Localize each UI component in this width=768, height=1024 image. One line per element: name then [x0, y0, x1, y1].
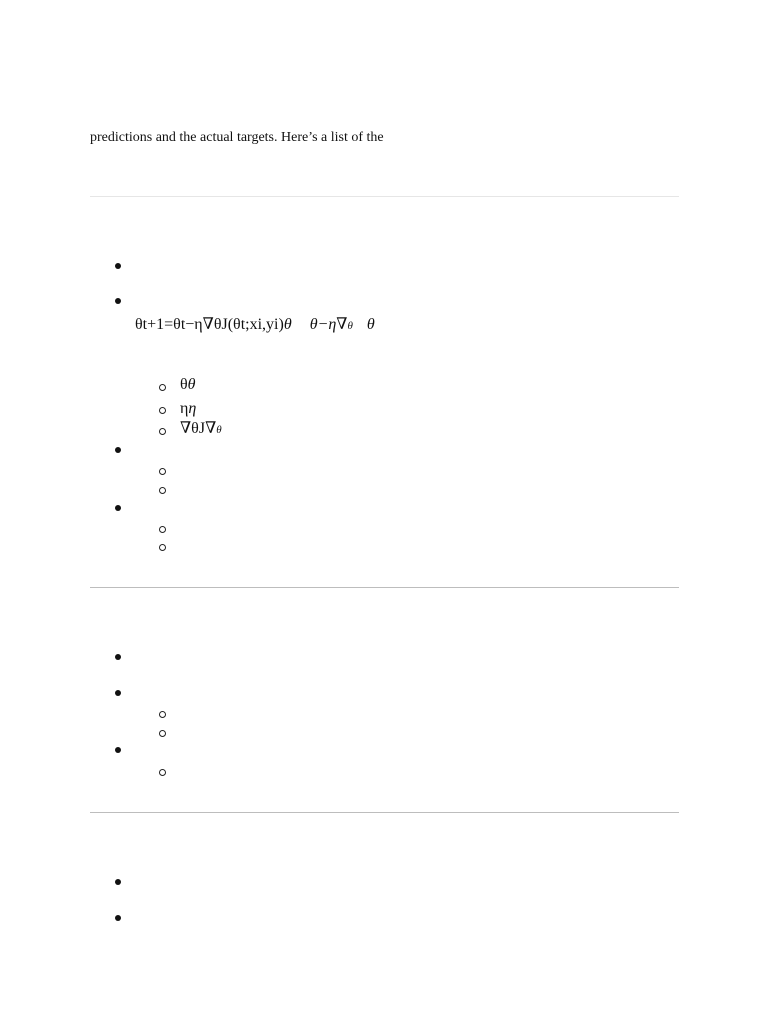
formula-rendered-mid: θ−η∇ [309, 316, 348, 333]
sub-list-bullet [159, 428, 166, 435]
sub-list-bullet [159, 468, 166, 475]
theta-italic: θ [187, 376, 196, 393]
list-bullet [115, 747, 121, 753]
sub-list-bullet [159, 407, 166, 414]
section-divider [90, 196, 679, 197]
gradient-sub: θ [216, 424, 222, 436]
sub-list-bullet [159, 526, 166, 533]
formula-italic-theta: θ [283, 316, 292, 333]
update-rule-formula [135, 315, 375, 336]
list-bullet [115, 298, 121, 304]
list-bullet [115, 915, 121, 921]
list-bullet [115, 505, 121, 511]
sub-list-bullet [159, 711, 166, 718]
gradient-plain: ∇θJ [180, 420, 206, 437]
gradient-symbol [180, 420, 222, 439]
theta-symbol [180, 376, 196, 394]
sub-list-bullet [159, 384, 166, 391]
formula-plain-text: θt+1=θt−η∇θJ(θt;xi,yi) [135, 316, 284, 333]
section-divider [90, 587, 679, 588]
list-bullet [115, 690, 121, 696]
intro-paragraph: predictions and the actual targets. Here’s a list of the [90, 130, 384, 145]
eta-italic: η [188, 400, 197, 417]
sub-list-bullet [159, 769, 166, 776]
list-bullet [115, 447, 121, 453]
section-divider [90, 812, 679, 813]
eta-plain: η [180, 400, 189, 417]
sub-list-bullet [159, 730, 166, 737]
list-bullet [115, 263, 121, 269]
theta-plain: θ [180, 376, 188, 393]
gradient-italic: ∇ [205, 420, 217, 437]
eta-symbol [180, 400, 196, 418]
sub-list-bullet [159, 487, 166, 494]
formula-rendered-sub: θ [347, 320, 353, 332]
list-bullet [115, 654, 121, 660]
formula-rendered-end: θ [366, 316, 375, 333]
sub-list-bullet [159, 544, 166, 551]
list-bullet [115, 879, 121, 885]
